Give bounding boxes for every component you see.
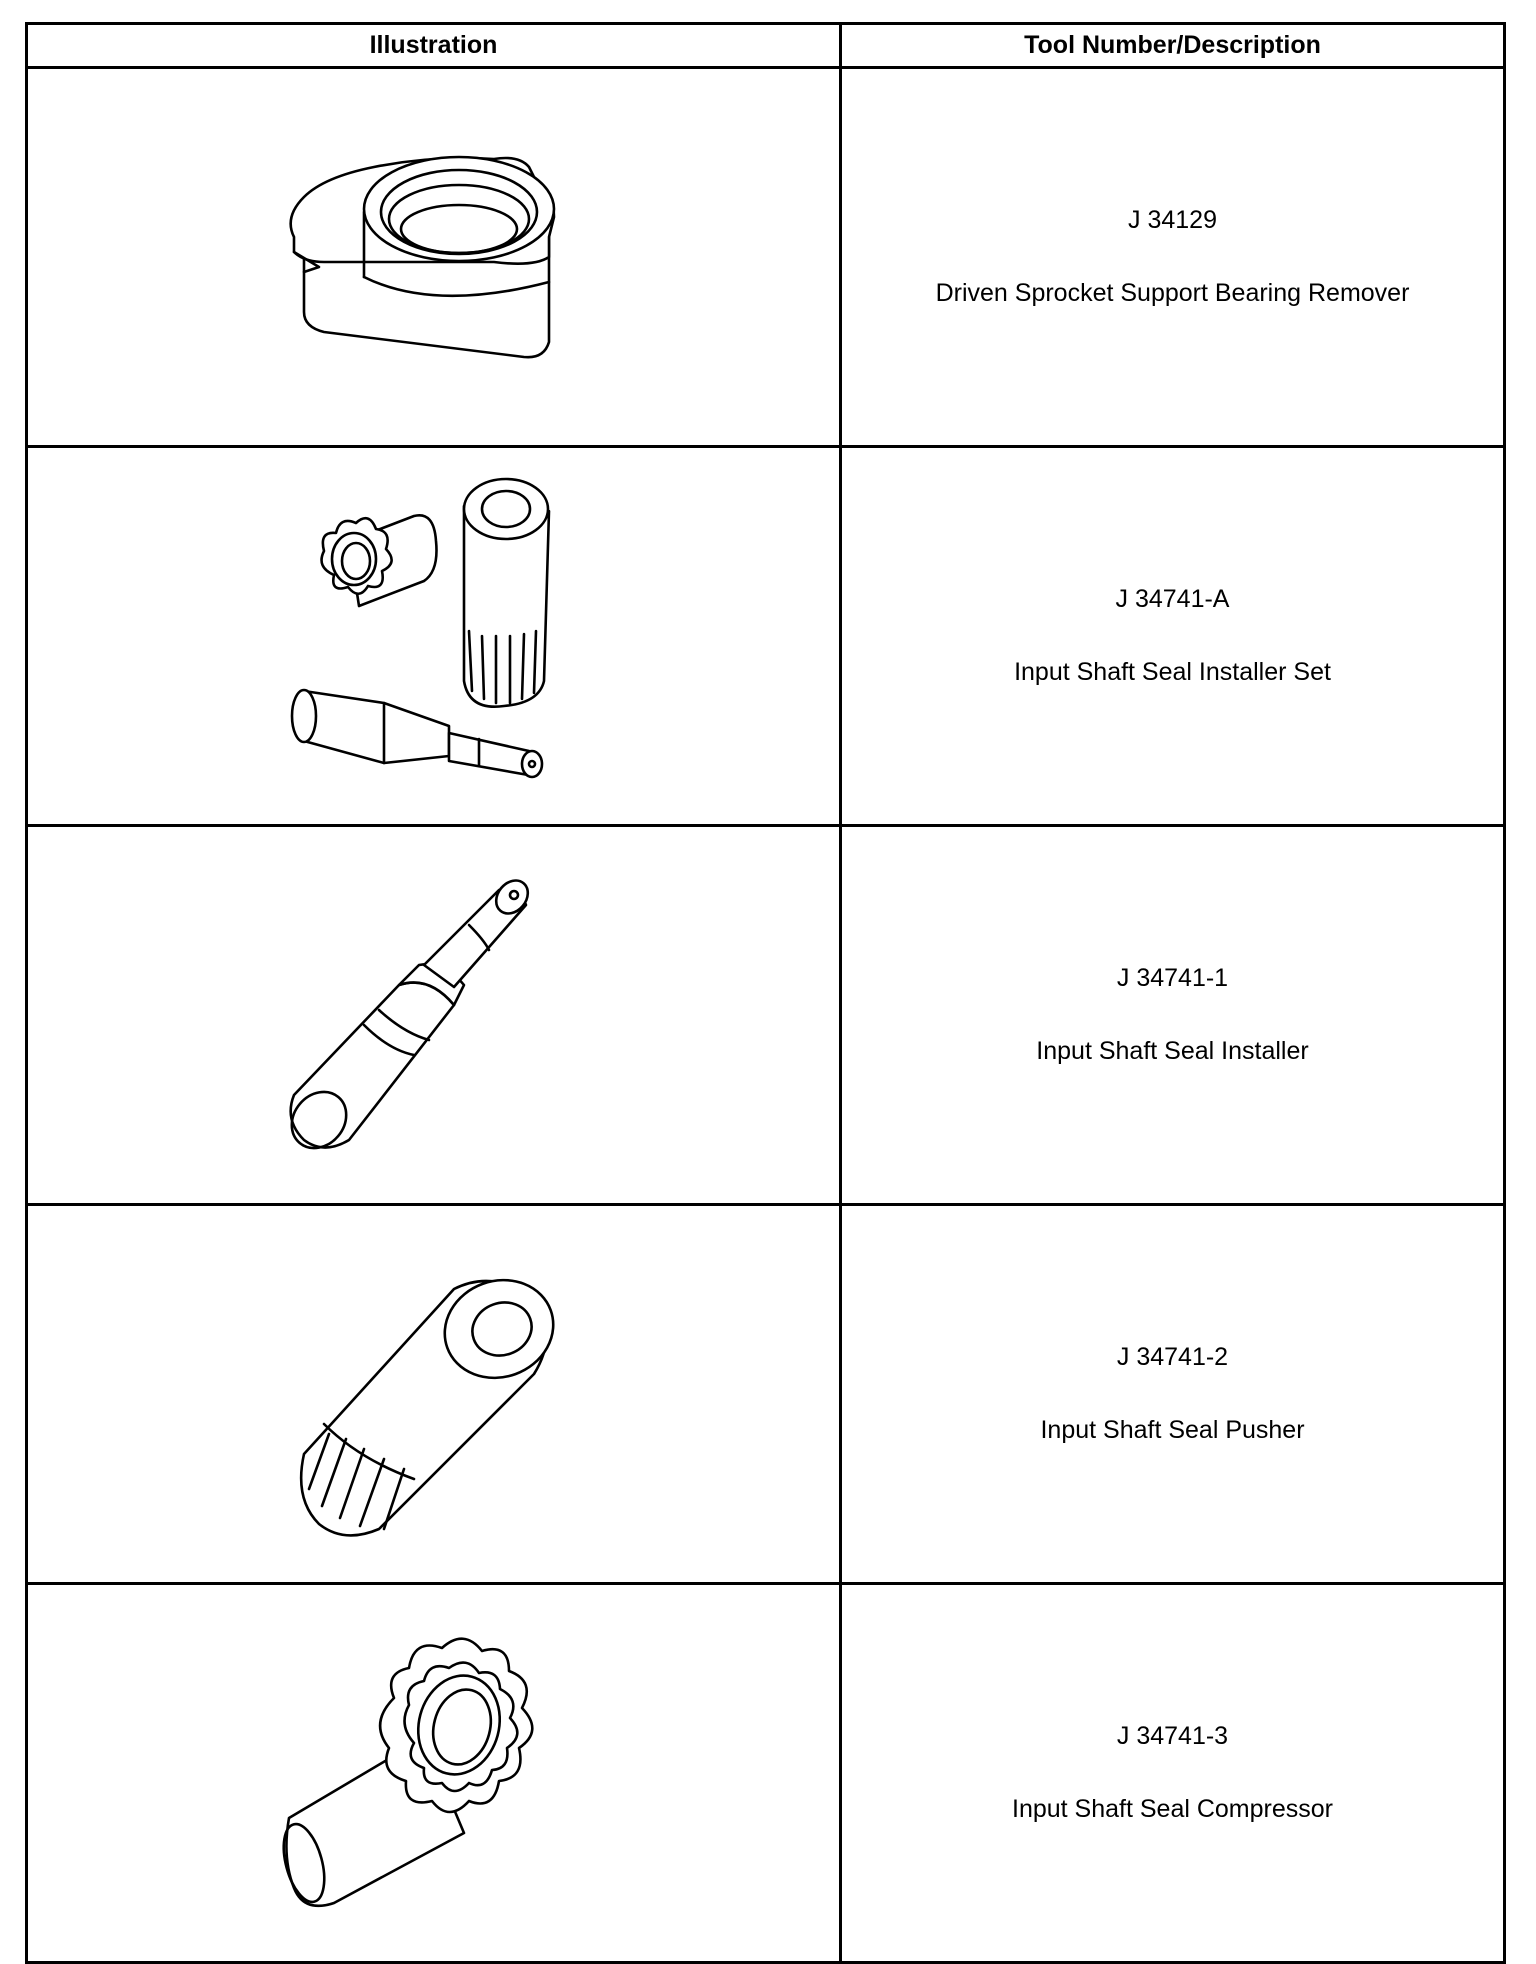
table-row	[27, 1205, 1505, 1584]
seal-compressor-illustration	[264, 1623, 604, 1923]
description-cell	[841, 447, 1505, 826]
tool-description: Input Shaft Seal Compressor	[1012, 1795, 1333, 1823]
header-illustration: Illustration	[27, 24, 841, 68]
seal-pusher-illustration	[264, 1244, 604, 1544]
description-cell	[841, 1584, 1505, 1963]
header-tool-number-description: Tool Number/Description	[841, 24, 1505, 68]
table-row	[27, 68, 1505, 447]
description-cell	[841, 1205, 1505, 1584]
tool-description: Input Shaft Seal Pusher	[1040, 1416, 1305, 1444]
tool-number: J 34741-2	[1116, 1343, 1229, 1371]
tool-number: J 34741-A	[1115, 585, 1230, 613]
seal-installer-illustration	[264, 865, 604, 1165]
tool-description: Input Shaft Seal Installer Set	[1014, 658, 1331, 686]
tool-table	[25, 22, 1506, 1964]
illustration-cell	[27, 68, 841, 447]
bearing-remover-illustration	[264, 137, 604, 377]
description-cell	[841, 826, 1505, 1205]
illustration-cell	[27, 1584, 841, 1963]
illustration-cell	[27, 447, 841, 826]
seal-installer-set-illustration	[264, 471, 604, 801]
tool-number: J 34129	[1128, 206, 1217, 234]
tool-description: Driven Sprocket Support Bearing Remover	[935, 279, 1410, 307]
table-row	[27, 447, 1505, 826]
tool-number: J 34741-3	[1116, 1722, 1229, 1750]
table-row	[27, 826, 1505, 1205]
description-cell	[841, 68, 1505, 447]
tool-description: Input Shaft Seal Installer	[1036, 1037, 1309, 1065]
tool-number: J 34741-1	[1116, 964, 1229, 992]
table-header-row	[27, 24, 1505, 68]
illustration-cell	[27, 1205, 841, 1584]
table-row	[27, 1584, 1505, 1963]
illustration-cell	[27, 826, 841, 1205]
